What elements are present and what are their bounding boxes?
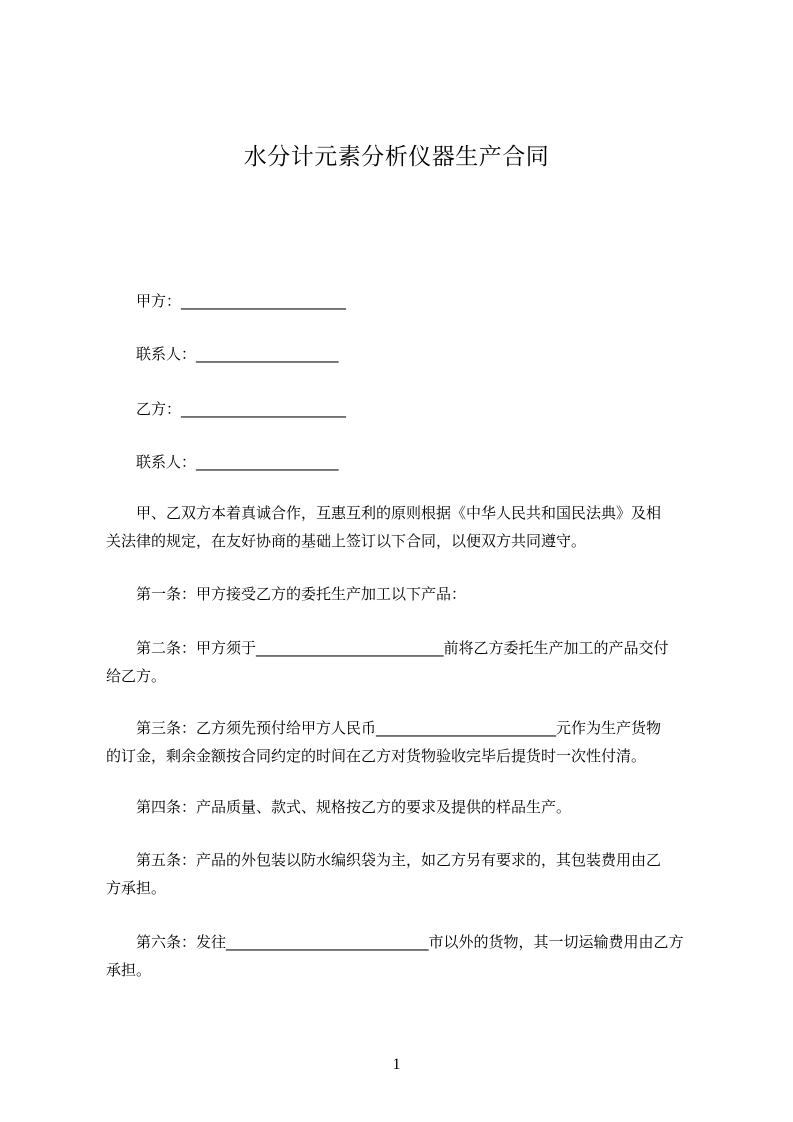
article-1: 第一条：甲方接受乙方的委托生产加工以下产品： bbox=[136, 585, 467, 603]
article-2-row-2: 给乙方。 bbox=[106, 667, 167, 685]
party-a-line: 甲方：______________________ bbox=[136, 292, 347, 310]
contact-b-line: 联系人：___________________ bbox=[136, 453, 339, 471]
article-6 bbox=[106, 928, 702, 984]
article-3-row-2: 的订金，剩余金额按合同约定的时间在乙方对货物验收完毕后提货时一次性付清。 bbox=[106, 747, 647, 765]
article-6-row-1: 第六条：发往___________________________市以外的货物，其一切运输费用由乙方 bbox=[136, 933, 684, 951]
document-title: 水分计元素分析仪器生产合同 bbox=[243, 144, 550, 170]
party-b-line: 乙方：______________________ bbox=[136, 400, 347, 418]
page-number: 1 bbox=[392, 1056, 401, 1073]
article-2 bbox=[106, 634, 702, 690]
article-5-row-1: 第五条：产品的外包装以防水编织袋为主，如乙方另有要求的，其包装费用由乙 bbox=[136, 851, 662, 869]
article-2-row-1: 第二条：甲方须于_________________________前将乙方委托生产加工的产品交付 bbox=[136, 639, 669, 657]
article-5 bbox=[106, 846, 702, 902]
article-3-row-1: 第三条：乙方须先预付给甲方人民币________________________元作为生产货物 bbox=[136, 719, 662, 737]
article-4: 第四条：产品质量、款式、规格按乙方的要求及提供的样品生产。 bbox=[136, 798, 572, 816]
intro-row-1: 甲、乙双方本着真诚合作，互惠互利的原则根据《中华人民共和国民法典》及相 bbox=[136, 504, 662, 522]
intro-row-2: 关法律的规定，在友好协商的基础上签订以下合同，以便双方共同遵守。 bbox=[106, 532, 587, 550]
article-6-row-2: 承担。 bbox=[106, 961, 152, 979]
article-3 bbox=[106, 714, 702, 770]
article-5-row-2: 方承担。 bbox=[106, 879, 167, 897]
contact-a-line: 联系人：___________________ bbox=[136, 345, 339, 363]
intro-paragraph bbox=[106, 499, 702, 555]
